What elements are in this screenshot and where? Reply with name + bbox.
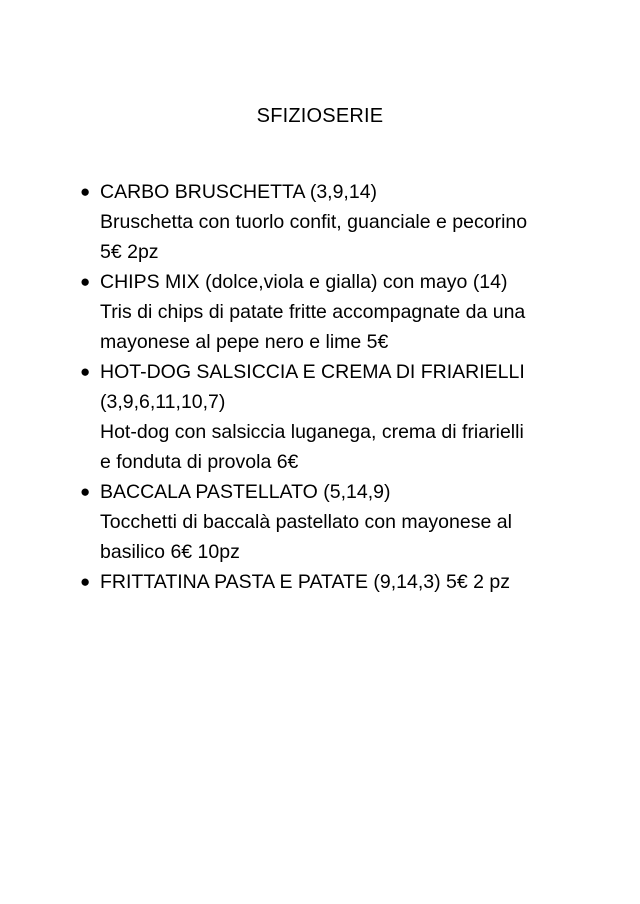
menu-item-price: 5€ 2pz xyxy=(100,241,159,263)
menu-item-name: HOT-DOG SALSICCIA E CREMA DI FRIARIELLI xyxy=(100,361,525,383)
menu-item-allergens: (3,9,6,11,10,7) xyxy=(100,391,226,413)
bullet-icon: ● xyxy=(80,182,91,201)
menu-item-baccala-pastellato xyxy=(80,477,580,567)
menu-item-name: BACCALA PASTELLATO (5,14,9) xyxy=(100,481,391,503)
menu-item-description: basilico 6€ 10pz xyxy=(100,541,240,563)
menu-item-name: FRITTATINA PASTA E PATATE (9,14,3) 5€ 2 pz xyxy=(100,571,510,593)
menu-item-chips-mix xyxy=(80,267,580,357)
bullet-icon: ● xyxy=(80,272,91,291)
bullet-icon: ● xyxy=(80,572,91,591)
menu-item-description: Hot-dog con salsiccia luganega, crema di friarielli xyxy=(100,421,524,443)
bullet-icon: ● xyxy=(80,362,91,381)
bullet-icon: ● xyxy=(80,482,91,501)
menu-item-name: CHIPS MIX (dolce,viola e gialla) con mayo (14) xyxy=(100,271,508,293)
menu-item-description: Tocchetti di baccalà pastellato con mayonese al xyxy=(100,511,512,533)
menu-item-carbo-bruschetta xyxy=(80,177,580,267)
page-title: SFIZIOSERIE xyxy=(256,105,384,127)
menu-item-description: Bruschetta con tuorlo confit, guanciale e pecorino xyxy=(100,211,528,233)
menu-item-name: CARBO BRUSCHETTA (3,9,14) xyxy=(100,181,378,203)
menu-item-description: mayonese al pepe nero e lime 5€ xyxy=(100,331,389,353)
menu-list xyxy=(80,177,580,597)
menu-item-description: e fonduta di provola 6€ xyxy=(100,451,299,473)
menu-item-hot-dog xyxy=(80,357,580,477)
menu-item-frittatina xyxy=(80,567,580,597)
menu-item-description: Tris di chips di patate fritte accompagnate da una xyxy=(100,301,526,323)
